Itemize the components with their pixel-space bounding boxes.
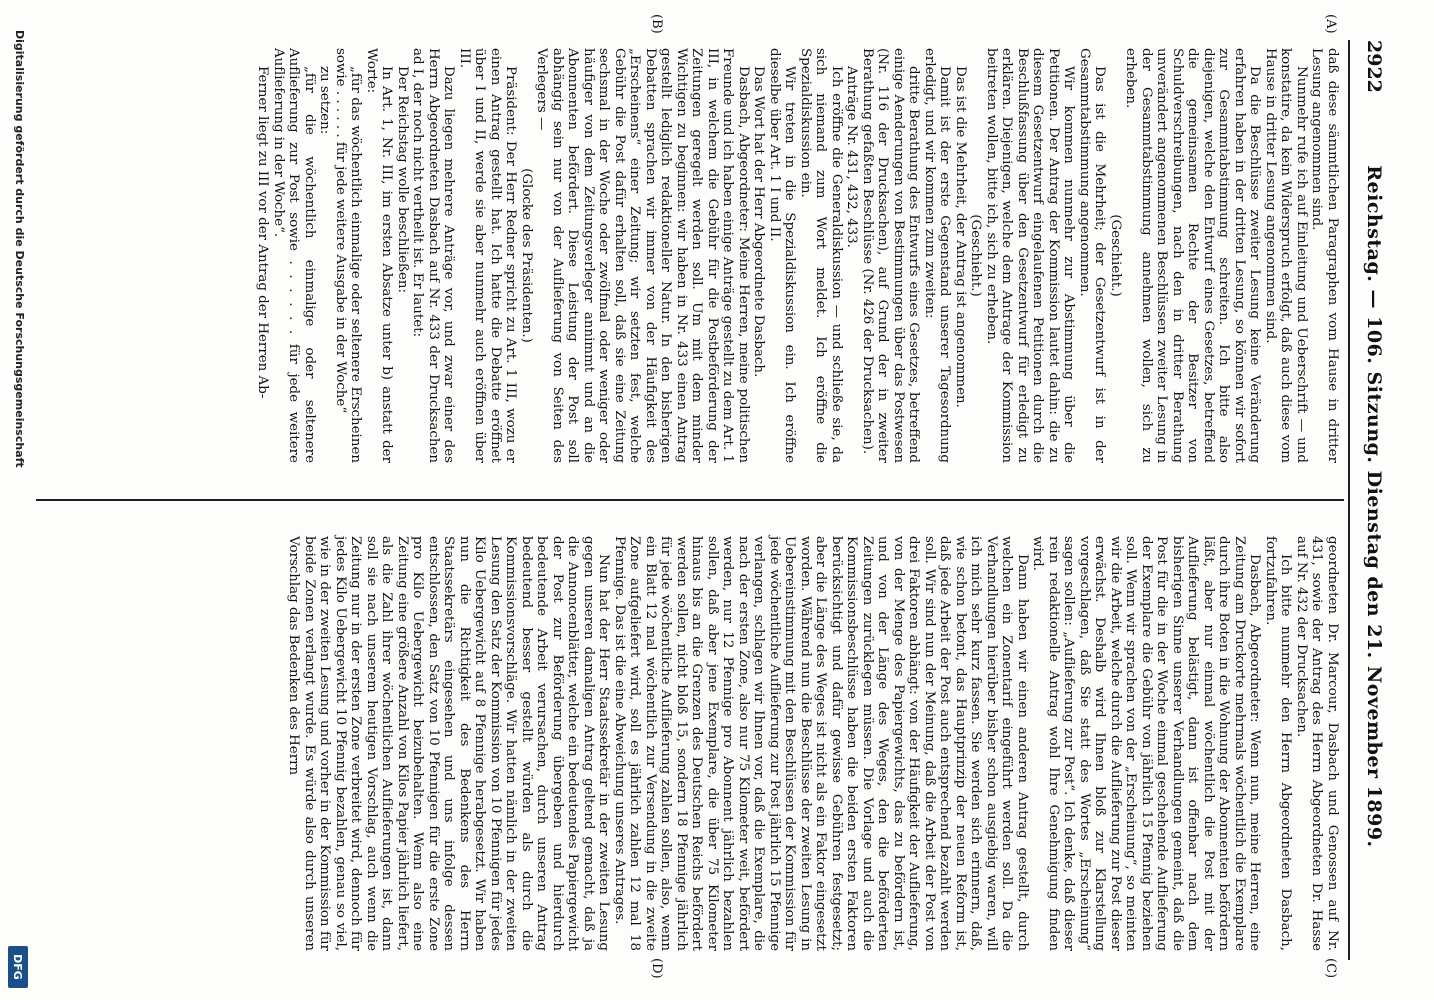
right-text-column <box>286 536 1340 951</box>
paragraph: Anträge Nr. 431, 432, 433. <box>844 66 860 248</box>
paragraph: „für das wöchentlich einmalige oder seltenere Erscheinen sowie . . . . . . für jede weitere Ausgabe in der Woche“ <box>333 48 364 463</box>
paragraph: Dasbach, Abgeordneter: Meine Herren, meine politischen Freunde und ich haben einige Anträge gestellt zu dem Art. 1 III, in welchem die Gebühr für die Postbeförderung der Zeitungen geregelt werden soll. Um mit dem minder Wichtigen zu beginnen: wir haben in Nr. 433 einen Antrag gestellt lediglich redaktioneller Natur. In den bisherigen Debatten sprachen wir immer von der Häufigkeit des „Erscheinens“ einer Zeitung; wir setzten fest, welche Gebühr die Post dafür erhalten soll, daß sie eine Zeitung sechsmal in der Woche oder zwölfmal oder weniger oder häufiger von dem Zeitungsverleger annimmt und an die Abonnenten befördert. Diese Leistung der Post soll abhängig sein nur von der Auflieferung von Seiten des Verlegers — <box>534 48 751 463</box>
margin-marker-a: (A) <box>1323 14 1338 34</box>
paragraph: Damit ist der erste Gegenstand unserer Tagesordnung erledigt, und wir kommen zum zweiten: <box>922 48 953 463</box>
paragraph: Nunmehr rufe ich auf Einleitung und Ueberschrift — und konstatire, da kein Widerspruch erfolgt, daß auch diese vom Hause in dritter Lesung angenommen sind. <box>1263 48 1309 463</box>
paragraph: Das ist die Mehrheit; der Gesetzentwurf ist in der Gesammtabstimmung angenommen. <box>1077 48 1108 463</box>
paragraph: Wir kommen nunmehr zur Abstimmung über die Petitionen. Der Antrag der Kommission lautet dahin: die zu diesem Gesetzentwurf eingelaufenen Petitionen durch die Beschlußfassung über den Gesetzentwurf für erledigt zu erklären. Diejenigen, welche dem Antrage der Kommission beitreten wollen, bitte ich, sich zu erheben. <box>984 48 1077 463</box>
paragraph: Da die Beschlüsse zweiter Lesung keine Veränderung erfahren haben in der dritten Lesung, so können wir sofort zur Gesammtabstimmung schreiten. Ich bitte also diejenigen, welche den Entwurf eines Gesetzes, betreffend die gemeinsamen Rechte der Besitzer von Schuldverschreibungen, nach den in dritter Berathung unverändert angenommenen Beschlüssen zweiter Lesung in der Gesammtabstimmung annehmen wollen, sich zu erheben. <box>1123 48 1263 463</box>
paragraph: (Geschieht.) <box>1108 214 1123 297</box>
paragraph: Dasbach, Abgeordneter: Wenn nun, meine Herren, eine Zeitung am Druckorte mehrmals wöchentlich die Exemplare durch ihre Boten in die Wohnung der Abonnenten befördern läßt, aber nur einmal wöchentlich die Post mit der Auflieferung belästigt, dann ist offenbar nach dem bisherigen Sinne unserer Verhandlungen gemeint, daß die Post für die in der Woche einmal geschehende Auflieferung der Exemplare die Gebühr von jährlich 15 Pfennig beziehen soll. Wenn wir sprachen von der „Erscheinung“, so meinten wir die Arbeit, welche durch die Auflieferung zur Post dieser erwächst. Deshalb wird Ihnen bloß zur Klarstellung vorgeschlagen, daß Sie statt des Wortes „Erscheinung“ sagen sollen: „Auflieferung zur Post“. Ich denke, daß dieser rein redaktionelle Antrag wohl Ihre Genehmigung finden wird. <box>1030 536 1263 951</box>
left-text-column <box>255 48 1340 463</box>
margin-marker-c: (C) <box>1323 958 1338 979</box>
paragraph: Ich eröffne die Generaldiskussion — und schließe sie, da sich niemand zum Wort meldet. Ich eröffne die Spezialdiskussion ein. <box>798 48 844 463</box>
paragraph: Dazu liegen mehrere Anträge vor, und zwar einer des Herrn Abgeordneten Dasbach auf Nr. 433 der Drucksachen ad I, der noch nicht vertheilt ist. Er lautet: <box>410 48 457 463</box>
paragraph: Der Reichstag wolle beschließen: <box>395 66 410 294</box>
paragraph: dritte Berathung des Entwurfs eines Gesetzes, betreffend einige Aenderungen von Bestimmungen über das Postwesen (Nr. 116 der Drucksachen), auf Grund der in zweiter Berathung gefaßten Beschlüsse (Nr. 426 der Drucksachen). <box>860 48 922 463</box>
paragraph: Präsident: Der Herr Redner spricht zu Art. 1 III, wozu er einen Antrag gestellt hat. Ich hatte die Debatte eröffnet über I und II, werde sie aber nunmehr auch eröffnen über III. <box>457 48 519 463</box>
paragraph: In Art. 1, Nr. III, im ersten Absatze unter b) anstatt der Worte: <box>364 48 395 463</box>
paragraph: Wir treten in die Spezialdiskussion ein. Ich eröffne dieselbe über Art. 1 I und II. <box>767 48 798 463</box>
dfg-logo: DFG <box>8 946 28 988</box>
paragraph: geordneten Dr. Marcour, Dasbach und Genossen auf Nr. 431, sowie der Antrag des Herrn Abgeordneten Dr. Hasse auf Nr. 432 der Drucksachen. <box>1294 536 1340 951</box>
paragraph: (Geschieht.) <box>968 214 984 297</box>
header-rule <box>1348 40 1350 960</box>
paragraph: (Glocke des Präsidenten.) <box>519 168 534 343</box>
paragraph: Ich bitte nunmehr den Herrn Abgeordneten Dasbach, fortzufahren. <box>1263 536 1294 951</box>
paragraph: „für die wöchentlich einmalige oder seltenere Auflieferung zur Post sowie . . . . . . für jede weitere Auflieferung in der Woche“. <box>271 48 317 463</box>
digitization-footer <box>0 0 34 1000</box>
paragraph: Nun hat der Herr Staatssekretär in der zweiten Lesung gegen unseren damaligen Antrag geltend gemacht, daß ja die Annoncenblätter, welche ein bedeutendes Papiergewicht der Post zur Beförderung übergeben und hierdurch bedeutende Arbeit verursachen, durch unseren Antrag bedeutend besser gestellt würden als durch die Kommissionsvorschläge. Wir hatten nämlich in der zweiten Lesung den Satz der Kommission von 10 Pfennigen für jedes Kilo Uebergewicht auf 8 Pfennige herabgesetzt. Wir haben nun die Richtigkeit des Bedenkens des Herrn Staatssekretärs eingesehen und uns infolge dessen entschlossen, den Satz von 10 Pfennigen für die erste Zone pro Kilo Uebergewicht beizubehalten. Wenn also eine Zeitung eine größere Anzahl von Kilos Papier jährlich liefert, als die Zahl ihrer wöchentlichen Auflieferungen ist, dann soll sie nach unserem heutigen Vorschlag, auch wenn die Zeitung nur in der ersten Zone verbreitet wird, dennoch für jedes Kilo Uebergewicht 10 Pfennig bezahlen, genau so viel, wie in der zweiten Lesung und vorher in der Kommission für beide Zonen verlangt wurde. Es würde also durch unseren Vorschlag das Bedenken des Herrn <box>286 536 612 951</box>
paragraph: daß diese sämmtlichen Paragraphen vom Hause in dritter Lesung angenommen sind. <box>1309 48 1340 463</box>
page-header <box>1354 40 1394 960</box>
paragraph: Das Wort hat der Herr Abgeordnete Dasbach. <box>751 66 767 378</box>
margin-marker-b: (B) <box>649 14 664 34</box>
paragraph: Dann haben wir einen anderen Antrag gestellt, durch welchen ein Zonentarif eingeführt werden soll. Da die Verhandlungen hierüber bisher schon ausgiebig waren, will ich mich sehr kurz fassen. Sie werden sich erinnern, daß, wie schon betont, das Hauptprinzip der neuen Reform ist, daß jede Arbeit der Post auch entsprechend bezahlt werden soll. Wir sind nun der Meinung, daß die Arbeit der Post von drei Faktoren abhängt: von der Häufigkeit der Auflieferung, von der Menge des Papiergewichts, das zu befördern ist, und von der Länge des Weges, den die beförderten Zeitungen zurücklegen müssen. Die Vorlage und auch die Kommissionsbeschlüsse haben die beiden ersten Faktoren berücksichtigt und dafür gewisse Gebühren festgesetzt; aber die Länge des Weges ist nicht als ein Faktor eingesetzt worden. Während nun die Beschlüsse der zweiten Lesung in Uebereinstimmung mit den Beschlüssen der Kommission für jede wöchentliche Auflieferung zur Post jährlich 15 Pfennige verlangen, schlagen wir Ihnen vor, daß die Exemplare, die nach der ersten Zone, also nur 75 Kilometer weit, befördert werden, nur 12 Pfennige pro Abonnent jährlich bezahlen sollen, daß aber jene Exemplare, die über 75 Kilometer hinaus bis an die Grenzen des Deutschen Reichs befördert werden sollen, nicht bloß 15, sondern 18 Pfennige jährlich für jede wöchentliche Auflieferung zahlen sollen, also, wenn ein Blatt 12 mal wöchentlich zur Versendung in die zweite Zone aufgeliefert wird, soll es jährlich zahlen 12 mal 18 Pfennige. Das ist die eine Abweichung unseres Antrages. <box>612 536 1030 951</box>
paragraph: Ferner liegt zu III vor der Antrag der Herren Ab- <box>255 66 271 399</box>
page-number: 2922 <box>1363 40 1385 93</box>
paragraph: Das ist die Mehrheit, der Antrag ist angenommen. <box>953 66 968 408</box>
paragraph: zu setzen: <box>317 66 333 135</box>
digitization-note: Digitalisierung gefördert durch die Deutsche Forschungsgemeinschaft <box>13 30 26 468</box>
column-divider <box>36 499 1344 501</box>
margin-marker-d: (D) <box>649 958 664 979</box>
page-title: Reichstag. — 106. Sitzung. Dienstag den 21. November 1899. <box>1363 165 1385 848</box>
